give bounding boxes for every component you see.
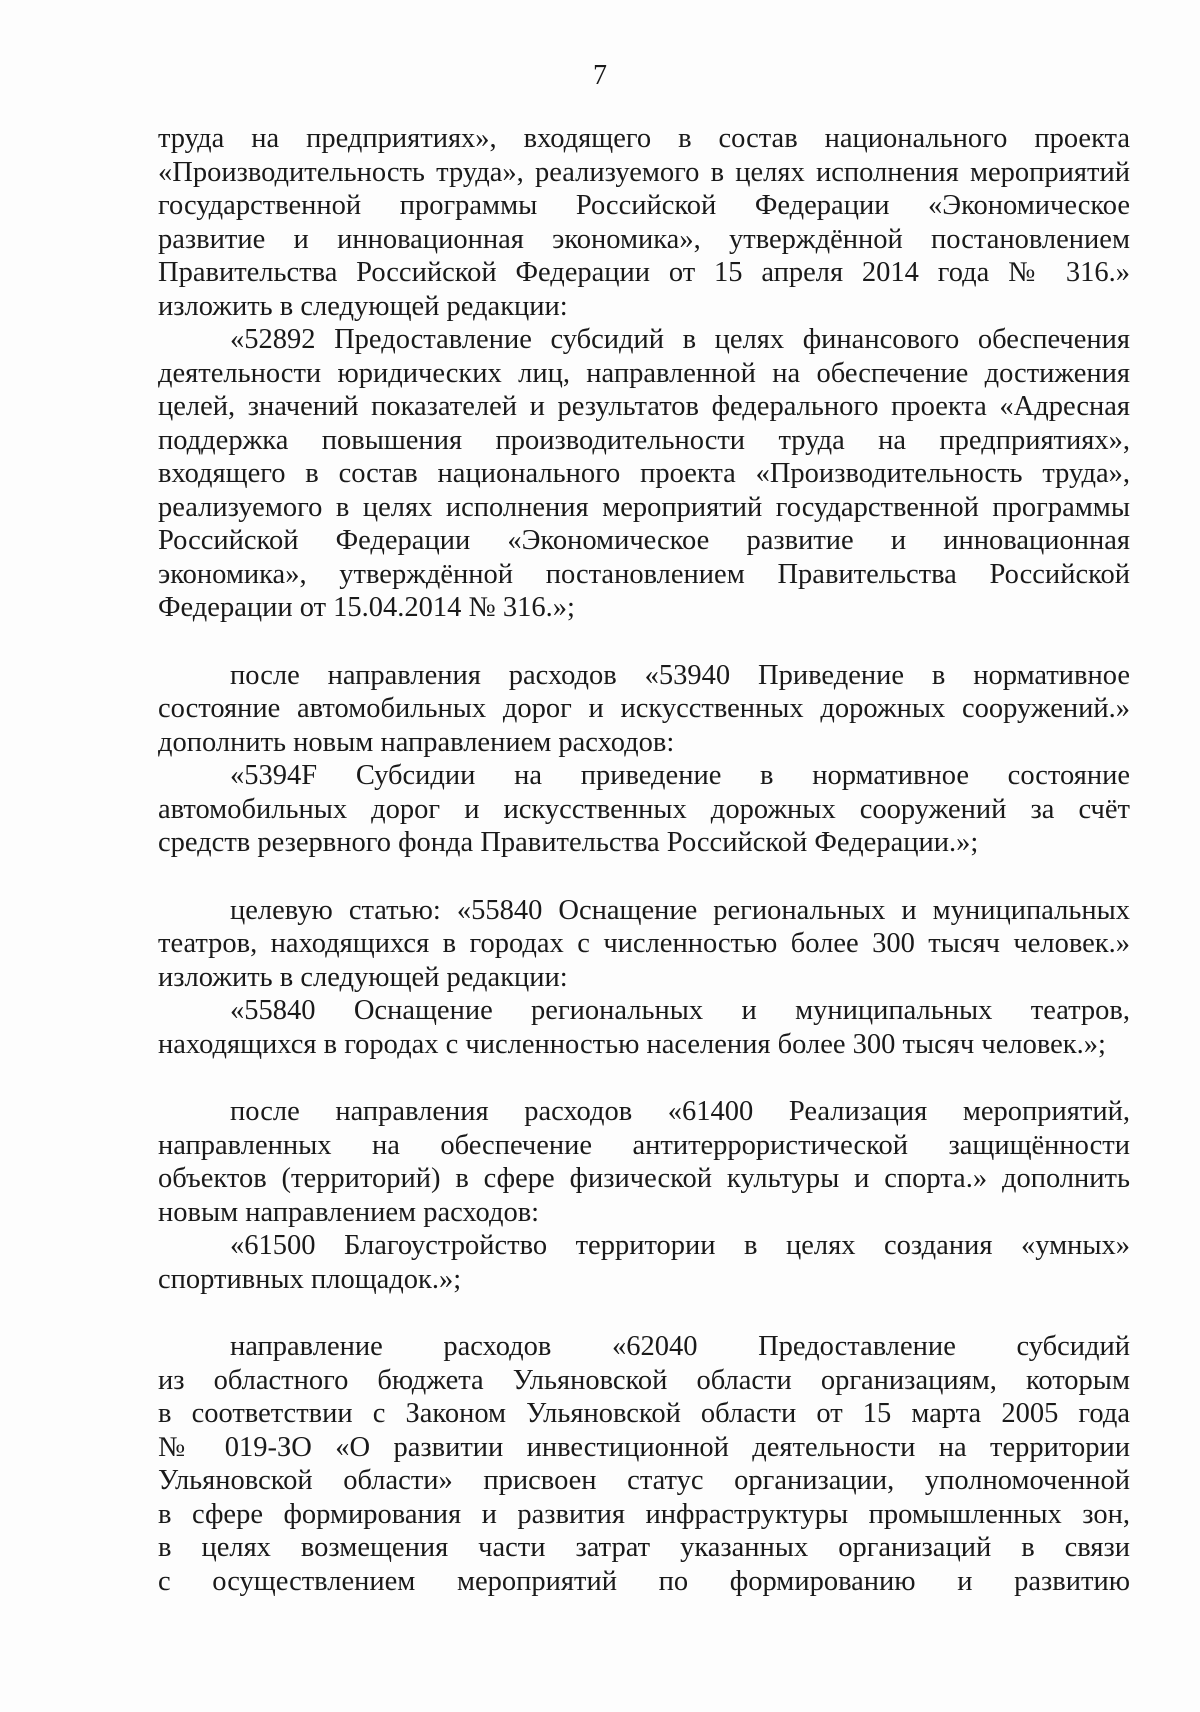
text-line: новым направлением расходов: <box>158 1196 540 1228</box>
text-line: целей, значений показателей и результатов федерального проекта «Адресная <box>158 391 1130 422</box>
text-line: развитие и инновационная экономика», утверждённой постановлением <box>158 223 1130 255</box>
text-line: в сфере формирования и развития инфраструктуры промышленных зон, <box>158 1498 1130 1530</box>
paragraph-spacer <box>158 1061 1130 1095</box>
text-line: поддержка повышения производительности труда на предприятиях», <box>158 424 1130 456</box>
text-line: «55840 Оснащение региональных и муниципальных театров, <box>230 995 1130 1026</box>
text-line: автомобильных дорог и искусственных дорожных сооружений за счёт <box>158 793 1130 825</box>
text-line: реализуемого в целях исполнения мероприятий государственной программы <box>158 491 1130 523</box>
document-body <box>158 122 1130 1598</box>
paragraph <box>158 894 1130 995</box>
paragraph <box>158 1229 1130 1296</box>
text-line: государственной программы Российской Федерации «Экономическое <box>158 190 1130 221</box>
text-line: изложить в следующей редакции: <box>158 290 568 322</box>
text-line: после направления расходов «61400 Реализация мероприятий, <box>230 1096 1130 1127</box>
paragraph-spacer <box>158 1296 1130 1330</box>
text-line: изложить в следующей редакции: <box>158 961 568 993</box>
paragraph <box>158 994 1130 1061</box>
text-line: входящего в состав национального проекта «Производительность труда», <box>158 458 1130 489</box>
text-line: с осуществлением мероприятий по формированию и развитию <box>158 1565 1130 1597</box>
text-line: в соответствии с Законом Ульяновской области от 15 марта 2005 года <box>158 1398 1130 1429</box>
text-line: средств резервного фонда Правительства Российской Федерации.»; <box>158 827 979 858</box>
text-line: «52892 Предоставление субсидий в целях финансового обеспечения <box>230 324 1130 355</box>
text-line: из областного бюджета Ульяновской области организациям, которым <box>158 1364 1130 1396</box>
text-line: театров, находящихся в городах с численностью более 300 тысяч человек.» <box>158 928 1130 959</box>
paragraph <box>158 1095 1130 1229</box>
text-line: находящихся в городах с численностью населения более 300 тысяч человек.»; <box>158 1028 1106 1060</box>
text-line: Правительства Российской Федерации от 15 апреля 2014 года № 316.» <box>158 257 1130 288</box>
paragraph <box>158 759 1130 860</box>
text-line: труда на предприятиях», входящего в состав национального проекта <box>158 123 1130 154</box>
text-line: № 019-ЗО «О развитии инвестиционной деятельности на территории <box>158 1431 1130 1463</box>
paragraph <box>158 659 1130 760</box>
paragraph <box>158 122 1130 323</box>
text-line: объектов (территорий) в сфере физической культуры и спорта.» дополнить <box>158 1163 1130 1194</box>
paragraph <box>158 1330 1130 1598</box>
text-line: после направления расходов «53940 Приведение в нормативное <box>230 659 1130 691</box>
text-line: деятельности юридических лиц, направленной на обеспечение достижения <box>158 357 1130 389</box>
text-line: целевую статью: «55840 Оснащение региональных и муниципальных <box>230 894 1130 926</box>
text-line: «5394F Субсидии на приведение в нормативное состояние <box>230 760 1130 791</box>
text-line: дополнить новым направлением расходов: <box>158 726 675 758</box>
page-number: 7 <box>593 60 607 91</box>
text-line: «Производительность труда», реализуемого в целях исполнения мероприятий <box>158 156 1130 188</box>
text-line: направленных на обеспечение антитеррористической защищённости <box>158 1129 1130 1161</box>
text-line: Ульяновской области» присвоен статус организации, уполномоченной <box>158 1465 1130 1496</box>
text-line: направление расходов «62040 Предоставление субсидий <box>230 1331 1130 1362</box>
paragraph <box>158 323 1130 625</box>
text-line: спортивных площадок.»; <box>158 1263 462 1295</box>
text-line: Российской Федерации «Экономическое развитие и инновационная <box>158 525 1130 556</box>
text-line: Федерации от 15.04.2014 № 316.»; <box>158 592 575 623</box>
text-line: состояние автомобильных дорог и искусственных дорожных сооружений.» <box>158 693 1130 724</box>
text-line: экономика», утверждённой постановлением Правительства Российской <box>158 558 1130 590</box>
paragraph-spacer <box>158 860 1130 894</box>
paragraph-spacer <box>158 625 1130 659</box>
text-line: в целях возмещения части затрат указанных организаций в связи <box>158 1532 1130 1563</box>
text-line: «61500 Благоустройство территории в целях создания «умных» <box>230 1230 1130 1261</box>
